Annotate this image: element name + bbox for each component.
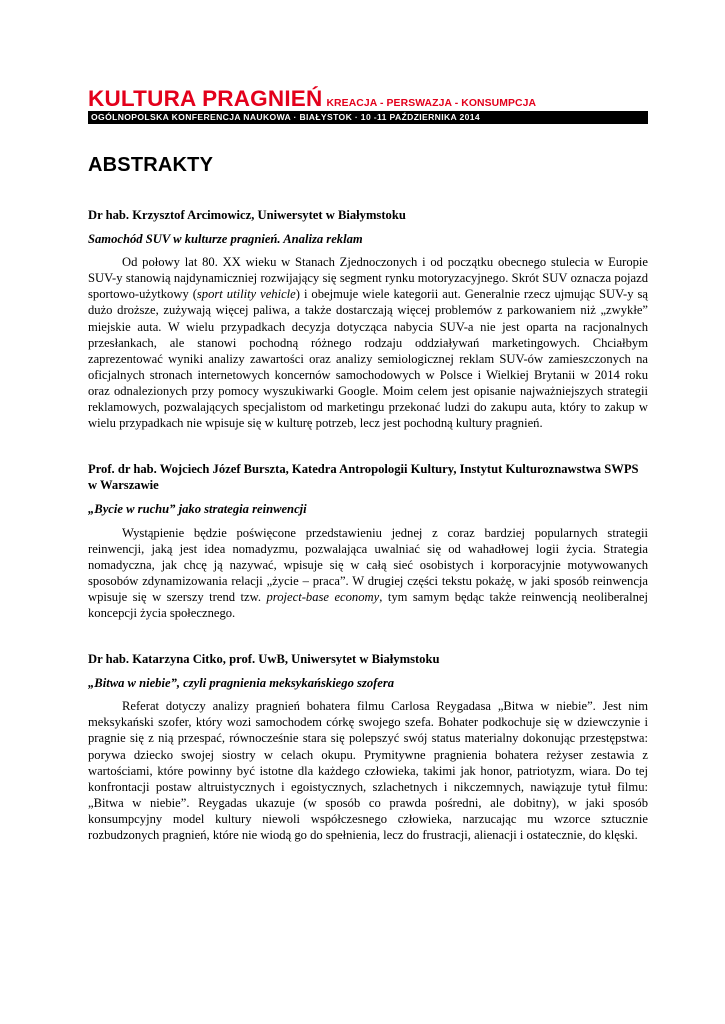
abstract-body-part: ) i obejmuje wiele kategorii aut. Generalnie rzecz ujmując SUV-y są dużo droższe, zużywają więcej paliwa, a także dostarczają więcej problemów z parkowaniem niż „zwykłe” miejskie auta. W wielu przypadkach decyzja dotycząca nabycia SUV-a nie jest oparta na racjonalnych przesłankach, ale stanowi pochodną różnego rodzaju oddziaływań marketingowych. Chciałbym zaprezentować wyniki analizy zawartości oraz analizy semiologicznej reklam SUV-ów zamieszczonych na oficjalnych stronach internetowych koncernów samochodowych w Polsce i Wielkiej Brytanii w 2014 roku oraz odnalezionych przy pomocy wyszukiwarki Google. Moim celem jest opisanie najważniejszych strategii reklamowych, pozwalających specjalistom od marketingu przekonać ludzi do zakupu auta, który to zakup w wielu przypadkach nie wpisuje się w kulturę potrzeb, lecz jest pochodną kultury pragnień. <box>88 287 648 431</box>
abstract-arcimowicz <box>88 207 648 431</box>
abstract-body <box>88 525 648 622</box>
page-title: ABSTRAKTY <box>88 154 214 176</box>
abstract-author: Dr hab. Katarzyna Citko, prof. UwB, Uniwersytet w Białymstoku <box>88 652 440 667</box>
abstract-body: Referat dotyczy analizy pragnień bohatera filmu Carlosa Reygadasa „Bitwa w niebie”. Jest nim meksykański szofer, który wozi samochodem córkę swojego szefa. Bohater podkochuje się w dziewczynie i pragnie się z nią przespać, równocześnie stara się polepszyć swój status materialny dokonując przestępstwa: porywa dziecko swojej siostry w celach okupu. Prymitywne pragnienia bohatera reżyser zestawia z wartościami, które powinny być istotne dla każdego człowieka, takimi jak honor, patriotyzm, wiara. Do tej konfrontacji postaw altruistycznych i egoistycznych, szlachetnych i nikczemnych, nawiązuje tytuł filmu: „Bitwa w niebie”. Reygadas ukazuje (w sposób co prawda pośredni, ale dobitny), w jaki sposób konsumpcyjny model kultury niewoli współczesnego człowieka, narzucając mu wzorce sztucznie rozbudzonych pragnień, które nie wiodą go do spełnienia, lecz do frustracji, alienacji i ostatecznie, do klęski. <box>88 699 648 842</box>
abstract-body-part: , tym samym będąc także reinwencją neoliberalnej koncepcji życia społecznego. <box>88 589 648 620</box>
brand-title: KULTURA PRAGNIEŃ <box>88 86 323 111</box>
brand-subtitle: KREACJA - PERSWAZJA - KONSUMPCJA <box>326 98 537 109</box>
abstract-burszta <box>88 461 648 621</box>
main-content <box>88 152 648 843</box>
abstract-author: Dr hab. Krzysztof Arcimowicz, Uniwersytet w Białymstoku <box>88 208 406 222</box>
abstract-citko <box>88 651 648 843</box>
abstract-topic: „Bitwa w niebie”, czyli pragnienia meksykańskiego szofera <box>88 676 395 691</box>
conference-bar: OGÓLNOPOLSKA KONFERENCJA NAUKOWA · BIAŁYSTOK · 10 -11 PAŹDZIERNIKA 2014 <box>88 111 648 124</box>
abstract-topic: „Bycie w ruchu” jako strategia reinwencji <box>88 502 307 517</box>
abstract-body-part: Wystąpienie będzie poświęcone przedstawieniu jednej z coraz bardziej popularnych strategii reinwencji, jaką jest idea nomadyzmu, pozwalająca uwalniać się od wahadłowej logii życia. Strategia nomadyczna, jak chcę ją nazywać, wpisuje się w całą sieć osobistych i korporacyjnie motywowanych sposobów zdynamizowania relacji „życie – praca”. W drugiej części tekstu pokażę, w jaki sposób reinwencja wpisuje się w szerszy trend tzw. <box>88 525 648 604</box>
brand-line <box>88 88 648 110</box>
abstract-body-part: Od połowy lat 80. XX wieku w Stanach Zjednoczonych i od początku obecnego stulecia w Europie SUV-y stanowią najdynamiczniej rozwijający się segment rynku motoryzacyjnego. Skrót SUV oznacza pojazd sportowo-użytkowy ( <box>88 255 648 302</box>
abstract-body-emphasis: sport utility vehicle <box>196 287 296 302</box>
conference-header <box>88 88 648 124</box>
abstract-body <box>88 254 648 431</box>
abstract-author: Prof. dr hab. Wojciech Józef Burszta, Katedra Antropologii Kultury, Instytut Kulturoznawstwa SWPS w Warszawie <box>88 462 639 493</box>
abstract-topic: Samochód SUV w kulturze pragnień. Analiza reklam <box>88 232 363 247</box>
abstract-body-emphasis: project-base economy <box>266 589 380 604</box>
